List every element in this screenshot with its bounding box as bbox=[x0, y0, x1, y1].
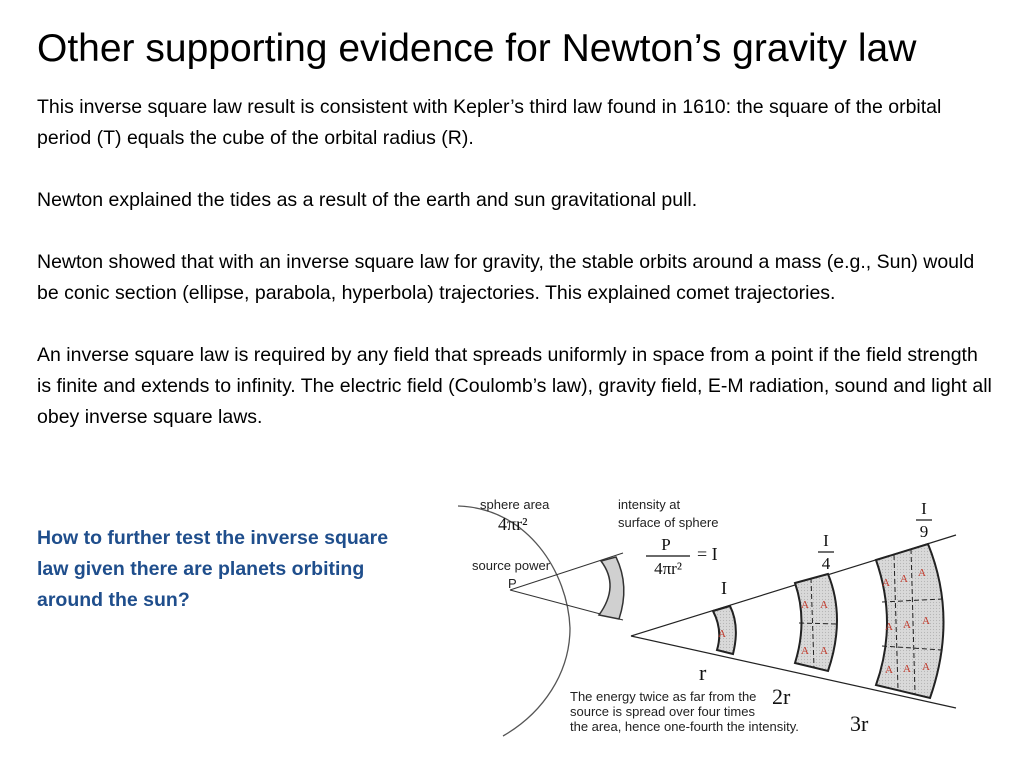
intensity-I: I bbox=[721, 578, 727, 598]
paragraph-kepler: This inverse square law result is consistent with Kepler’s third law found in 1610: the square of the orbital period (T) equals the cube of the orbital radius (R). bbox=[37, 96, 942, 149]
area-letter: A bbox=[900, 573, 908, 585]
formula-numerator: P bbox=[661, 535, 671, 554]
area-letter: A bbox=[801, 599, 809, 611]
intensity-quarter-denominator: 4 bbox=[821, 554, 831, 573]
sphere-arc bbox=[458, 506, 570, 736]
inverse-square-diagram bbox=[458, 478, 958, 748]
paragraph-tides: Newton explained the tides as a result of the earth and sun gravitational pull. bbox=[37, 189, 698, 211]
paragraph-orbits: Newton showed that with an inverse square law for gravity, the stable orbits around a mass (e.g., Sun) would be conic section (ellipse, parabola, hyperbola) trajectories. This explained comet trajectories. bbox=[37, 251, 975, 304]
area-letter: A bbox=[885, 621, 893, 633]
intensity-ninth-numerator: I bbox=[921, 499, 927, 518]
slide-body bbox=[37, 92, 997, 433]
formula-denominator: 4πr² bbox=[654, 559, 682, 578]
area-letter: A bbox=[903, 663, 911, 675]
area-letter: A bbox=[903, 619, 911, 631]
area-letter: A bbox=[820, 599, 828, 611]
sphere-area-label: sphere area bbox=[480, 497, 550, 512]
area-letter: A bbox=[882, 577, 890, 589]
intensity-label-line1: intensity at bbox=[618, 497, 681, 512]
area-letter: A bbox=[922, 661, 930, 673]
caption-line-2: source is spread over four times bbox=[570, 704, 755, 719]
area-letter: A bbox=[801, 645, 809, 657]
source-power-label: source power bbox=[472, 558, 551, 573]
formula-result: = I bbox=[697, 544, 718, 564]
sphere-area-formula: 4πr² bbox=[498, 514, 528, 534]
intensity-ninth-denominator: 9 bbox=[919, 522, 929, 541]
area-letter: A bbox=[718, 628, 726, 640]
area-letter: A bbox=[820, 645, 828, 657]
intensity-quarter-numerator: I bbox=[823, 531, 829, 550]
distance-3r: 3r bbox=[850, 711, 869, 736]
slide-title: Other supporting evidence for Newton’s gravity law bbox=[37, 27, 917, 70]
area-letter: A bbox=[885, 664, 893, 676]
inverse-square-figure bbox=[458, 478, 958, 748]
area-letter: A bbox=[922, 615, 930, 627]
paragraph-fields: An inverse square law is required by any field that spreads uniformly in space from a point if the field strength is finite and extends to infinity. The electric field (Coulomb’s law), gravity field, E-M radiation, sound and light all obey inverse square laws. bbox=[37, 344, 992, 428]
area-letter: A bbox=[918, 567, 926, 579]
caption-line-1: The energy twice as far from the bbox=[570, 689, 757, 704]
intensity-label-line2: surface of sphere bbox=[618, 515, 719, 530]
caption-line-3: the area, hence one-fourth the intensity. bbox=[570, 719, 799, 734]
small-patch bbox=[599, 557, 624, 619]
distance-2r: 2r bbox=[772, 684, 791, 709]
question-text: How to further test the inverse square law given there are planets orbiting around the sun? bbox=[37, 527, 389, 611]
distance-r: r bbox=[699, 660, 707, 685]
source-symbol: P bbox=[508, 576, 517, 591]
